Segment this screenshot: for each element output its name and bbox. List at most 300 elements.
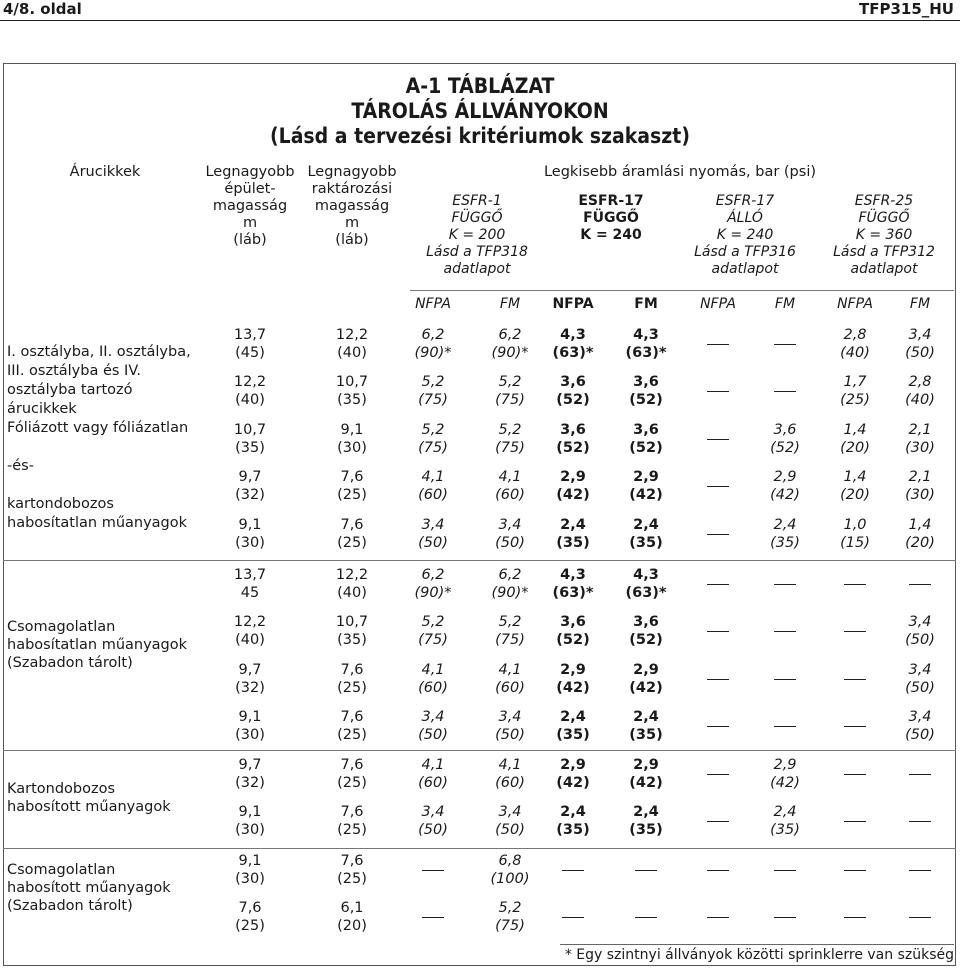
pressure-cell: [745, 803, 825, 839]
pressure-cell: [606, 661, 686, 697]
empty-value-dash: [774, 631, 796, 632]
pressure-cell: [880, 661, 960, 697]
storage-height-cell-line: (35): [337, 632, 367, 648]
pressure-cell-line: 4,1: [421, 469, 445, 485]
pressure-cell-line: (52): [556, 440, 590, 456]
empty-value-dash: [909, 821, 931, 822]
pressure-cell-line: 3,4: [498, 517, 522, 533]
pressure-cell-line: (15): [840, 535, 870, 551]
column-header-esfr1: [412, 193, 542, 278]
storage-height-cell-line: 12,2: [335, 567, 369, 583]
empty-value-dash: [707, 486, 729, 487]
pressure-cell-line: (30): [905, 487, 935, 503]
building-height-cell-line: 12,2: [233, 374, 267, 390]
pressure-cell-line: 2,9: [633, 662, 659, 678]
pressure-cell-line: (30): [905, 440, 935, 456]
building-height-cell: [210, 661, 290, 697]
pressure-cell-line: 3,4: [908, 709, 932, 725]
esfr1-line: K = 200: [448, 227, 506, 243]
storage-height-cell-line: 9,1: [340, 422, 364, 438]
pressure-cell-line: 2,4: [560, 517, 586, 533]
page-number: 4/8. oldal: [3, 0, 82, 18]
pressure-cell-line: 5,2: [498, 900, 522, 916]
storage-height-cell: [312, 613, 392, 649]
pressure-cell-line: (42): [629, 680, 663, 696]
esfr25-line: Lásd a TFP312: [833, 244, 935, 260]
pressure-cell: [880, 421, 960, 457]
pressure-cell-line: 2,9: [560, 757, 586, 773]
pressure-cell-line: 1,4: [843, 422, 867, 438]
pressure-cell: [533, 566, 613, 602]
pressure-cell: [606, 516, 686, 552]
empty-value-dash: [844, 726, 866, 727]
building-height-cell-line: (25): [235, 918, 265, 934]
empty-value-dash: [844, 821, 866, 822]
pressure-cell: [533, 756, 613, 792]
pressure-cell-line: 1,0: [843, 517, 867, 533]
category-label: [7, 343, 191, 533]
pressure-cell-line: 2,9: [560, 469, 586, 485]
pressure-cell-line: (42): [770, 775, 800, 791]
pressure-cell: [606, 373, 686, 409]
pressure-cell-line: 3,4: [908, 614, 932, 630]
storage-height-line: magasság: [314, 198, 390, 214]
esfr25-line: adatlapot: [850, 261, 918, 277]
pressure-cell-line: (60): [495, 775, 525, 791]
category-line: habosított műanyagok: [7, 880, 171, 896]
storage-height-cell-line: (40): [337, 585, 367, 601]
pressure-cell-line: 2,4: [633, 804, 659, 820]
column-header-storage-height: [300, 164, 404, 249]
empty-value-dash: [707, 534, 729, 535]
category-line: Csomagolatlan: [7, 862, 116, 878]
pressure-cell-line: (40): [840, 345, 870, 361]
pressure-cell: [533, 803, 613, 839]
pressure-cell-line: (52): [629, 392, 663, 408]
building-height-cell-line: (30): [235, 535, 265, 551]
category-line: [7, 438, 191, 457]
storage-height-cell-line: (25): [337, 487, 367, 503]
storage-height-cell: [312, 803, 392, 839]
pressure-cell-line: (50): [495, 727, 525, 743]
pressure-cell-line: (50): [418, 822, 448, 838]
pressure-cell-line: 3,4: [421, 804, 445, 820]
pressure-cell-line: 3,4: [421, 709, 445, 725]
storage-height-cell-line: 12,2: [335, 327, 369, 343]
pressure-cell-line: 4,1: [498, 662, 522, 678]
pressure-cell-line: (63)*: [552, 345, 594, 361]
pressure-cell-line: (35): [770, 822, 800, 838]
empty-value-dash: [909, 870, 931, 871]
empty-value-dash: [562, 870, 584, 871]
storage-height-cell-line: 6,1: [340, 900, 364, 916]
storage-height-cell: [312, 326, 392, 362]
pressure-cell: [880, 516, 960, 552]
storage-height-cell: [312, 708, 392, 744]
pressure-cell-line: (75): [495, 440, 525, 456]
pressure-cell-line: 5,2: [421, 422, 445, 438]
fm-header: FM: [499, 296, 521, 312]
pressure-cell: [606, 708, 686, 744]
pressure-cell-line: 3,6: [560, 374, 586, 390]
esfr1-line: adatlapot: [443, 261, 511, 277]
pressure-cell-line: (35): [556, 727, 590, 743]
building-height-cell-line: 9,7: [238, 662, 262, 678]
pressure-cell-line: 3,4: [908, 327, 932, 343]
esfr17-pendent-line: K = 240: [580, 227, 642, 243]
esfr17-upright-line: adatlapot: [711, 261, 779, 277]
building-height-cell-line: (32): [235, 487, 265, 503]
category-line: [7, 476, 191, 495]
pressure-cell-line: (42): [629, 775, 663, 791]
building-height-cell-line: 9,1: [238, 853, 262, 869]
empty-value-dash: [909, 917, 931, 918]
building-height-cell-line: 9,1: [238, 709, 262, 725]
pressure-cell-line: 5,2: [421, 614, 445, 630]
storage-height-cell: [312, 661, 392, 697]
pressure-cell: [393, 756, 473, 792]
column-header-arucikkek: Árucikkek: [69, 164, 141, 180]
pressure-cell-line: (20): [840, 440, 870, 456]
category-line: -és-: [7, 458, 34, 474]
storage-height-cell-line: (25): [337, 535, 367, 551]
category-line: (Szabadon tárolt): [7, 655, 133, 671]
empty-value-dash: [707, 774, 729, 775]
storage-height-cell: [312, 421, 392, 457]
building-height-cell-line: 13,7: [233, 567, 267, 583]
pressure-cell-line: 5,2: [498, 422, 522, 438]
pressure-cell-line: (50): [495, 535, 525, 551]
pressure-cell: [880, 326, 960, 362]
pressure-cell-line: 4,3: [633, 327, 659, 343]
footnote: * Egy szintnyi állványok közötti sprinklerre van szükség: [560, 944, 954, 967]
nfpa-header: NFPA: [552, 296, 594, 312]
pressure-cell-line: 2,8: [843, 327, 867, 343]
pressure-cell-line: 2,9: [773, 757, 797, 773]
category-line: I. osztályba, II. osztályba,: [7, 344, 191, 360]
pressure-cell-line: (20): [905, 535, 935, 551]
table-title: A-1 TÁBLÁZAT: [405, 74, 555, 98]
pressure-cell-line: 3,6: [633, 422, 659, 438]
esfr1-line: FÜGGŐ: [451, 210, 503, 226]
pressure-cell: [393, 566, 473, 602]
pressure-cell-line: 2,4: [633, 517, 659, 533]
building-height-cell-line: (40): [235, 392, 265, 408]
building-height-cell-line: (30): [235, 822, 265, 838]
pressure-cell-line: 3,6: [560, 422, 586, 438]
esfr17-upright-line: Lásd a TFP316: [694, 244, 796, 260]
pressure-cell-line: 1,4: [843, 469, 867, 485]
storage-height-cell: [312, 373, 392, 409]
empty-value-dash: [635, 870, 657, 871]
pressure-cell-line: 6,2: [498, 327, 522, 343]
category-label: [7, 618, 187, 672]
pressure-cell-line: 3,4: [498, 709, 522, 725]
pressure-cell-line: (35): [629, 822, 663, 838]
empty-value-dash: [707, 917, 729, 918]
pressure-cell: [745, 421, 825, 457]
storage-height-cell-line: (25): [337, 727, 367, 743]
pressure-cell-line: 1,7: [843, 374, 867, 390]
pressure-cell-line: (50): [905, 632, 935, 648]
pressure-cell-line: (60): [418, 487, 448, 503]
pressure-cell-line: 4,3: [633, 567, 659, 583]
pressure-cell-line: (42): [556, 487, 590, 503]
pressure-cell-line: (50): [495, 822, 525, 838]
building-height-cell-line: 9,1: [238, 517, 262, 533]
esfr25-line: FÜGGŐ: [858, 210, 910, 226]
pressure-cell-line: (90)*: [491, 345, 529, 361]
storage-height-cell-line: 7,6: [340, 469, 364, 485]
pressure-cell-line: 5,2: [498, 374, 522, 390]
group-divider-3: [3, 848, 956, 849]
pressure-cell-line: (75): [495, 632, 525, 648]
category-line: habosított műanyagok: [7, 799, 171, 815]
category-line: Fóliázott vagy fóliázatlan: [7, 420, 189, 436]
empty-value-dash: [707, 631, 729, 632]
pressure-cell: [470, 852, 550, 888]
building-height-cell-line: (40): [235, 632, 265, 648]
empty-value-dash: [707, 870, 729, 871]
esfr17-upright-line: K = 240: [716, 227, 774, 243]
pressure-cell: [606, 421, 686, 457]
empty-value-dash: [774, 584, 796, 585]
pressure-cell: [880, 708, 960, 744]
pressure-cell: [533, 708, 613, 744]
building-height-cell: [210, 708, 290, 744]
category-line: árucikkek: [7, 401, 77, 417]
pressure-cell-line: (63)*: [625, 585, 667, 601]
storage-height-line: (láb): [335, 232, 369, 248]
pressure-cell-line: 6,2: [421, 327, 445, 343]
pressure-cell-line: 3,6: [633, 374, 659, 390]
pressure-cell-line: (100): [490, 871, 530, 887]
pressure-cell: [393, 421, 473, 457]
storage-height-cell-line: (25): [337, 822, 367, 838]
storage-height-cell: [312, 852, 392, 888]
pressure-cell-line: (63)*: [625, 345, 667, 361]
building-height-cell-line: 9,1: [238, 804, 262, 820]
building-height-cell-line: (35): [235, 440, 265, 456]
pressure-cell-line: (50): [905, 727, 935, 743]
empty-value-dash: [422, 917, 444, 918]
esfr25-line: K = 360: [855, 227, 913, 243]
pressure-cell-line: 3,4: [421, 517, 445, 533]
pressure-cell-line: 3,4: [498, 804, 522, 820]
fm-header: FM: [909, 296, 931, 312]
pressure-cell-line: (50): [905, 345, 935, 361]
building-height-cell-line: 13,7: [233, 327, 267, 343]
pressure-cell: [533, 613, 613, 649]
pressure-cell-line: 4,1: [421, 757, 445, 773]
pressure-cell: [745, 516, 825, 552]
table-note: (Lásd a tervezési kritériumok szakaszt): [270, 124, 690, 148]
pressure-cell-line: (75): [418, 632, 448, 648]
empty-value-dash: [422, 870, 444, 871]
pressure-cell-line: (42): [556, 680, 590, 696]
nfpa-header: NFPA: [700, 296, 736, 312]
storage-height-cell-line: (25): [337, 871, 367, 887]
building-height-cell-line: 7,6: [238, 900, 262, 916]
pressure-cell: [470, 899, 550, 935]
empty-value-dash: [774, 391, 796, 392]
building-height-line: Legnagyobb: [205, 164, 295, 180]
pressure-cell-line: (42): [556, 775, 590, 791]
pressure-cell-line: (50): [418, 535, 448, 551]
pressure-cell: [880, 613, 960, 649]
pressure-cell-line: 2,4: [633, 709, 659, 725]
pressure-cell-line: 2,4: [773, 517, 797, 533]
pressure-cell-line: 2,4: [560, 709, 586, 725]
pressure-cell: [533, 373, 613, 409]
empty-value-dash: [707, 439, 729, 440]
category-line: osztályba tartozó: [7, 382, 133, 398]
pressure-cell: [880, 468, 960, 504]
pressure-cell: [393, 708, 473, 744]
pressure-cell-line: 2,8: [908, 374, 932, 390]
pressure-cell: [606, 566, 686, 602]
building-height-cell: [210, 566, 290, 602]
storage-height-cell-line: (40): [337, 345, 367, 361]
building-height-cell-line: 9,7: [238, 757, 262, 773]
building-height-cell: [210, 516, 290, 552]
pressure-cell: [606, 468, 686, 504]
storage-height-cell-line: 7,6: [340, 709, 364, 725]
page-header: [0, 0, 960, 21]
pressure-cell: [533, 516, 613, 552]
pressure-cell-line: (90)*: [491, 585, 529, 601]
building-height-line: m: [242, 215, 258, 231]
building-height-cell: [210, 756, 290, 792]
building-height-cell-line: 45: [240, 585, 260, 601]
building-height-cell-line: 9,7: [238, 469, 262, 485]
pressure-cell-line: (35): [556, 822, 590, 838]
empty-value-dash: [707, 726, 729, 727]
category-line: Csomagolatlan: [7, 619, 116, 635]
pressure-cell-line: (40): [905, 392, 935, 408]
empty-value-dash: [707, 821, 729, 822]
fm-header: FM: [774, 296, 796, 312]
pressure-cell-line: (50): [905, 680, 935, 696]
pressure-cell: [606, 326, 686, 362]
pressure-cell: [745, 756, 825, 792]
empty-value-dash: [774, 870, 796, 871]
pressure-cell-line: (35): [770, 535, 800, 551]
category-line: Kartondobozos: [7, 781, 116, 797]
building-height-cell: [210, 852, 290, 888]
storage-height-line: raktározási: [311, 181, 393, 197]
pressure-cell: [393, 468, 473, 504]
pressure-cell-line: 5,2: [421, 374, 445, 390]
storage-height-cell-line: 10,7: [335, 374, 369, 390]
pressure-cell-line: (20): [840, 487, 870, 503]
building-height-cell: [210, 326, 290, 362]
building-height-cell-line: 10,7: [233, 422, 267, 438]
pressure-cell-line: (50): [418, 727, 448, 743]
pressure-cell-line: (75): [418, 392, 448, 408]
nfpa-header: NFPA: [837, 296, 873, 312]
storage-height-cell-line: (35): [337, 392, 367, 408]
pressure-cell: [393, 661, 473, 697]
empty-value-dash: [844, 631, 866, 632]
empty-value-dash: [562, 917, 584, 918]
pressure-cell-line: (52): [629, 632, 663, 648]
pressure-cell-line: 2,4: [560, 804, 586, 820]
fm-header: FM: [634, 296, 658, 312]
building-height-cell-line: (32): [235, 775, 265, 791]
category-line: III. osztályba és IV.: [7, 363, 141, 379]
building-height-cell-line: (32): [235, 680, 265, 696]
empty-value-dash: [909, 774, 931, 775]
document-code: TFP315_HU: [858, 0, 954, 18]
category-line: habosítatlan műanyagok: [7, 515, 188, 531]
column-header-esfr17-upright: [680, 193, 810, 278]
column-header-pressure: Legkisebb áramlási nyomás, bar (psi): [543, 164, 817, 180]
storage-height-cell-line: 10,7: [335, 614, 369, 630]
storage-height-cell-line: 7,6: [340, 757, 364, 773]
column-header-esfr25: [814, 193, 954, 278]
empty-value-dash: [774, 726, 796, 727]
storage-height-cell-line: (20): [337, 918, 367, 934]
storage-height-line: m: [344, 215, 360, 231]
building-height-cell: [210, 421, 290, 457]
storage-height-cell: [312, 516, 392, 552]
pressure-cell-line: 6,8: [498, 853, 522, 869]
category-label: [7, 861, 171, 915]
category-line: kartondobozos: [7, 496, 114, 512]
pressure-cell: [393, 326, 473, 362]
empty-value-dash: [844, 679, 866, 680]
nfpa-header: NFPA: [415, 296, 451, 312]
pressure-cell-line: 6,2: [498, 567, 522, 583]
pressure-cell-line: 3,4: [908, 662, 932, 678]
pressure-cell-line: 5,2: [498, 614, 522, 630]
empty-value-dash: [844, 774, 866, 775]
building-height-line: épület-: [224, 181, 276, 197]
empty-value-dash: [909, 584, 931, 585]
esfr1-line: Lásd a TFP318: [426, 244, 528, 260]
storage-height-cell-line: 7,6: [340, 517, 364, 533]
header-divider: [410, 290, 954, 291]
pressure-cell-line: 3,6: [560, 614, 586, 630]
building-height-cell: [210, 803, 290, 839]
pressure-cell-line: (75): [495, 918, 525, 934]
building-height-cell: [210, 468, 290, 504]
empty-value-dash: [635, 917, 657, 918]
column-header-esfr17-pendent: [546, 193, 676, 244]
building-height-line: magasság: [212, 198, 288, 214]
pressure-cell-line: (35): [629, 727, 663, 743]
pressure-cell-line: (52): [556, 632, 590, 648]
pressure-cell: [745, 468, 825, 504]
storage-height-cell-line: (25): [337, 680, 367, 696]
esfr25-line: ESFR-25: [854, 193, 914, 209]
pressure-cell: [606, 803, 686, 839]
pressure-cell-line: 4,1: [421, 662, 445, 678]
storage-height-cell: [312, 566, 392, 602]
pressure-cell-line: 2,9: [560, 662, 586, 678]
empty-value-dash: [707, 344, 729, 345]
pressure-cell-line: (90)*: [414, 585, 452, 601]
pressure-cell-line: (25): [840, 392, 870, 408]
pressure-cell-line: 3,6: [633, 614, 659, 630]
storage-height-cell-line: 7,6: [340, 804, 364, 820]
esfr17-pendent-line: ESFR-17: [578, 193, 644, 209]
pressure-cell-line: 4,3: [560, 327, 586, 343]
pressure-cell: [533, 468, 613, 504]
building-height-cell-line: 12,2: [233, 614, 267, 630]
building-height-cell: [210, 373, 290, 409]
